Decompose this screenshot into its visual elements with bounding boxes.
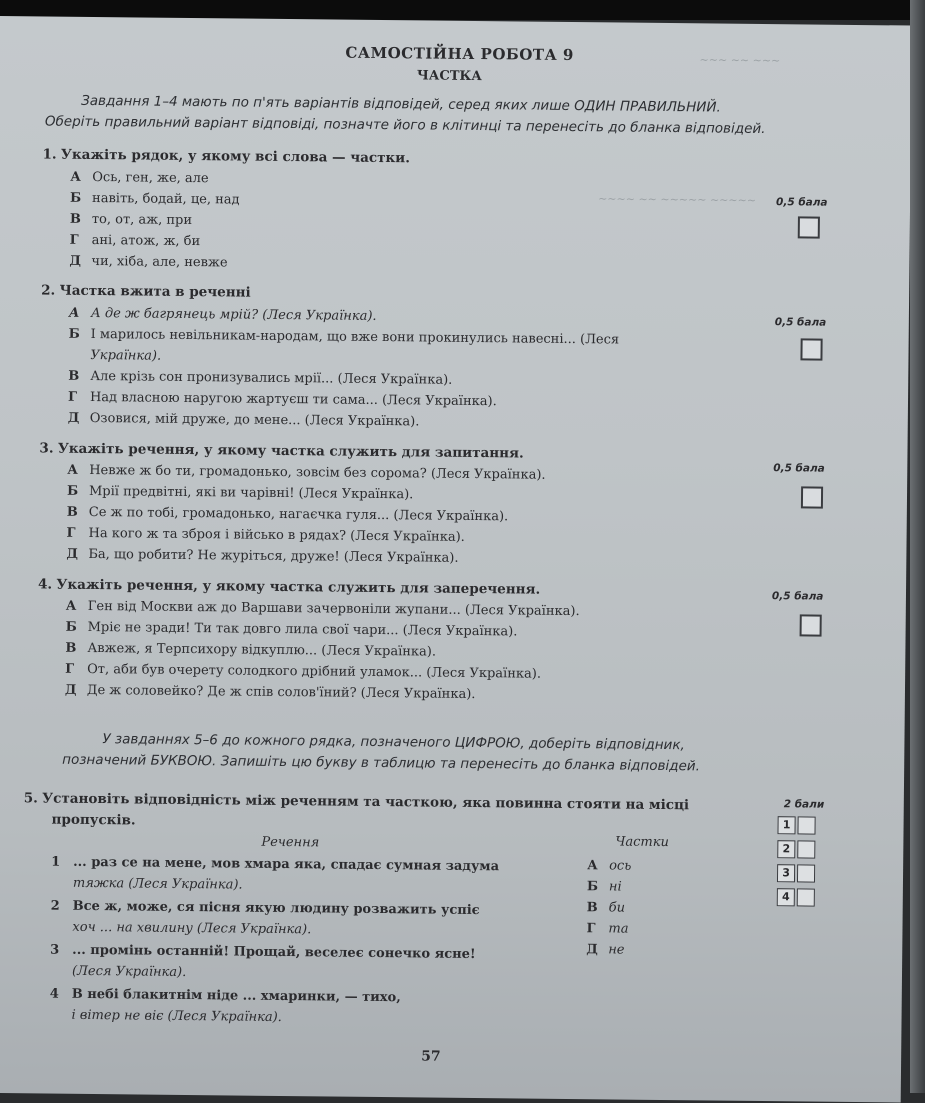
option-a: А Ген від Москви аж до Варшави зачервоніли жупани... (Леся Українка).: [65, 598, 580, 620]
option-b: Б І марилось невільникам-народам, що вже вони прокинулись навесні... (Леся: [68, 326, 620, 348]
question-2: [41, 282, 251, 300]
question-5-continued: пропусків.: [51, 811, 136, 829]
option-e: Д Ба, що робити? Не журіться, друже! (Леся Українка).: [66, 546, 459, 566]
page-number: 57: [421, 1048, 441, 1065]
question-5: [24, 790, 689, 813]
grid-row-number: 4: [777, 888, 795, 906]
points-label: 0,5 бала: [771, 590, 824, 603]
column-header-sentences: Речення: [261, 834, 320, 851]
option-e: Д Де ж соловейко? Де ж спів солов'їний? (Леся Українка).: [64, 682, 476, 703]
particle-e: Д не: [586, 942, 625, 958]
question-text: Частка вжита в реченні: [59, 282, 251, 301]
question-text: Установіть відповідність між реченням та часткою, яка повинна стояти на місці: [42, 790, 690, 814]
sentence-3-continued: (Леся Українка).: [71, 963, 187, 981]
question-text: Укажіть речення, у якому частка служить для запитання.: [57, 440, 524, 462]
grid-row-number: 1: [777, 816, 795, 834]
option-b: Б Мріє не зради! Ти так довго лила свої чари... (Леся Українка).: [65, 619, 518, 640]
grid-answer-cell-1[interactable]: [797, 816, 815, 834]
grid-answer-cell-2[interactable]: [797, 840, 815, 858]
points-label: 2 бали: [783, 798, 825, 811]
question-text: Укажіть рядок, у якому всі слова — частки.: [60, 146, 411, 167]
page-subtitle: ЧАСТКА: [416, 68, 482, 85]
option-c: В Се ж по тобі, громадонько, нагаєчка гуля... (Леся Українка).: [66, 504, 509, 525]
bleed-through-text: ~~~~ ~~ ~~~~~ ~~~~~: [598, 192, 757, 207]
bleed-through-text: ~~~ ~~ ~~~: [699, 53, 781, 68]
question-4: [38, 576, 540, 597]
question-number: 5.: [23, 790, 38, 807]
option-b-continued: Українка).: [90, 347, 162, 364]
sentence-2-continued: хоч ... на хвилину (Леся Українка).: [72, 919, 312, 938]
instructions-line: У завданнях 5–6 до кожного рядка, позначеного ЦИФРОЮ, доберіть відповідник,: [102, 731, 685, 754]
particle-c: В би: [586, 900, 626, 916]
instructions-line: позначений БУКВОЮ. Запишіть цю букву в таблицю та перенесіть до бланка відповідей.: [62, 751, 700, 775]
question-number: 2.: [41, 282, 56, 299]
question-1: [42, 146, 410, 166]
sentence-1: 1 ... раз се на мене, мов хмара яка, спадає сумная задума: [51, 854, 500, 875]
page-title: САМОСТІЙНА РОБОТА 9: [345, 43, 574, 65]
particle-a: А ось: [587, 858, 632, 874]
answer-checkbox-3[interactable]: [801, 486, 823, 508]
grid-answer-cell-3[interactable]: [797, 864, 815, 882]
sentence-3: 3 ... промінь останній! Прощай, веселеє сонечко ясне!: [50, 942, 476, 963]
instructions-line: Завдання 1–4 мають по п'ять варіантів відповідей, серед яких лише ОДИН ПРАВИЛЬНИЙ.: [81, 92, 721, 116]
option-d: Г От, аби був очерету солодкого дрібний уламок... (Леся Українка).: [65, 661, 542, 682]
grid-row-number: 3: [777, 864, 795, 882]
answer-checkbox-1[interactable]: [798, 216, 820, 238]
question-number: 1.: [42, 146, 57, 163]
option-c: В Але крізь сон пронизувались мрії... (Леся Українка).: [68, 368, 453, 388]
sentence-1-continued: тяжка (Леся Українка).: [72, 875, 243, 893]
option-a: А Ось, ген, же, але: [70, 169, 209, 187]
question-number: 3.: [39, 440, 54, 457]
points-label: 0,5 бала: [774, 316, 827, 329]
particle-b: Б ні: [586, 879, 622, 895]
option-e: Д чи, хіба, але, невже: [69, 253, 228, 271]
option-e: Д Озовися, мій друже, до мене... (Леся Українка).: [67, 410, 420, 430]
option-a: А Невже ж бо ти, громадонько, зовсім без сорома? (Леся Українка).: [67, 462, 546, 483]
grid-row-number: 2: [777, 840, 795, 858]
workbook-page: [0, 16, 912, 1102]
question-number: 4.: [37, 576, 53, 593]
instructions-line: Оберіть правильний варіант відповіді, позначте його в клітинці та перенесіть до бланка відповідей.: [44, 113, 766, 138]
particle-d: Г та: [586, 921, 629, 937]
grid-answer-cell-4[interactable]: [797, 888, 815, 906]
option-d: Г ані, атож, ж, би: [69, 232, 201, 250]
page-edge-shadow: [910, 0, 925, 1093]
question-3: [39, 440, 523, 461]
option-c: В Авжеж, я Терпсихору відкуплю... (Леся Українка).: [65, 640, 437, 660]
points-label: 0,5 бала: [773, 462, 825, 475]
sentence-2: 2 Все ж, може, ся пісня якую людину розважить успіє: [50, 898, 480, 919]
answer-checkbox-4[interactable]: [800, 614, 822, 636]
option-d: Г На кого ж та зброя і військо в рядах? (Леся Українка).: [66, 525, 465, 545]
sentence-4: 4 В небі блакитнім ніде ... хмаринки, — тихо,: [49, 986, 401, 1006]
option-d: Г Над власною наругою жартуєш ти сама... (Леся Українка).: [67, 389, 497, 410]
answer-checkbox-2[interactable]: [800, 338, 822, 360]
option-a: А А де ж багрянець мрій? (Леся Українка).: [68, 305, 377, 324]
option-b: Б Мрії предвітні, які ви чарівні! (Леся Українка).: [66, 483, 414, 503]
points-label: 0,5 бала: [776, 196, 828, 209]
question-text: Укажіть речення, у якому частка служить для заперечення.: [56, 576, 541, 598]
sentence-4-continued: і вітер не віє (Леся Українка).: [71, 1007, 282, 1026]
option-c: В то, от, аж, при: [69, 211, 193, 229]
option-b: Б навіть, бодай, це, над: [70, 190, 240, 208]
column-header-particles: Частки: [615, 834, 670, 851]
